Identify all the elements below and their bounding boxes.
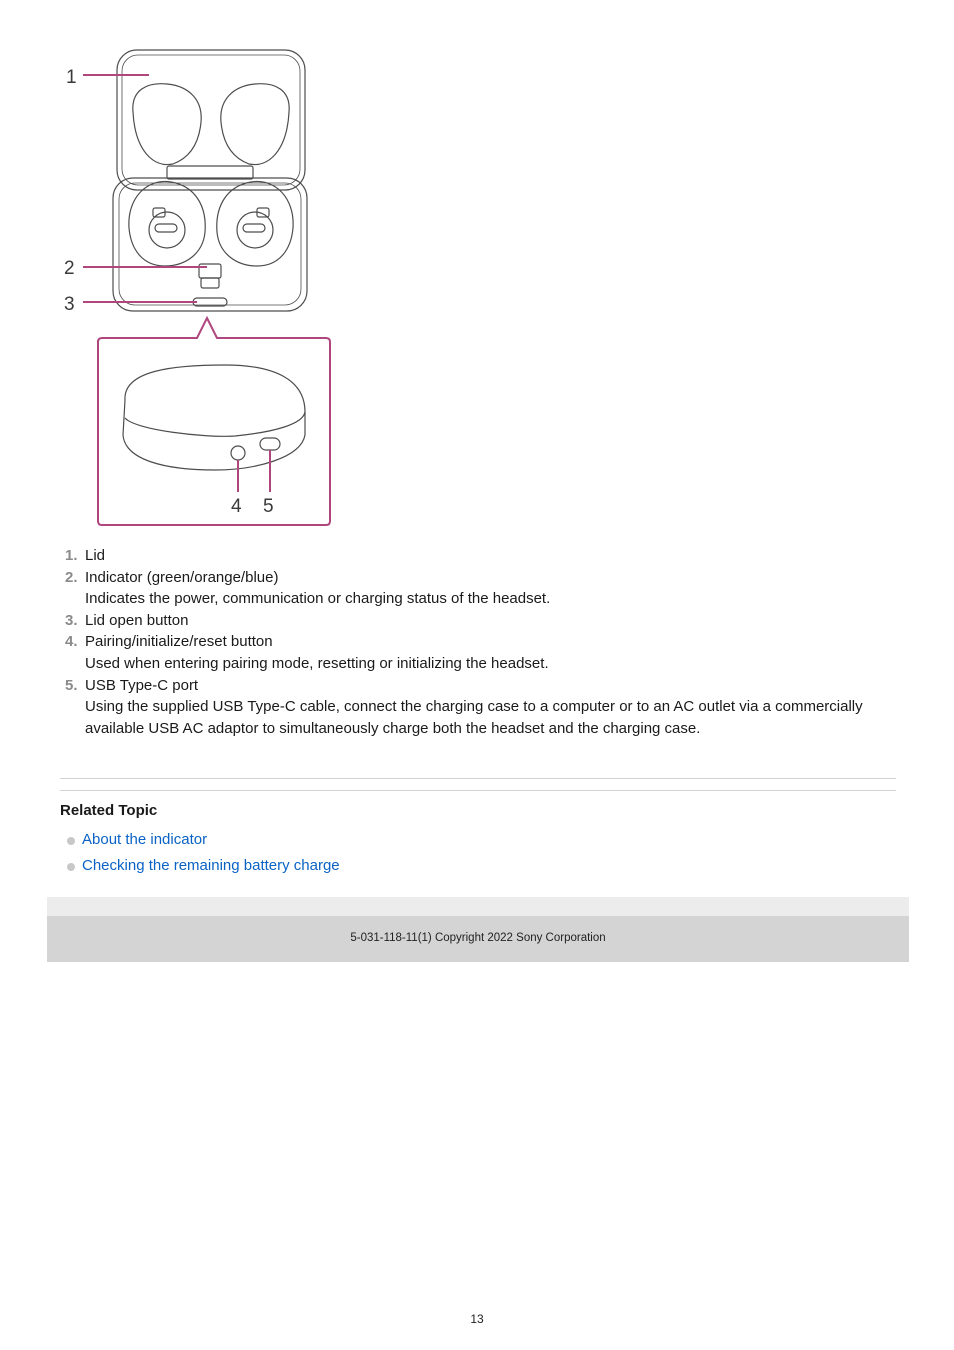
lid-outline [117, 50, 305, 190]
lid-right-recess [221, 84, 289, 165]
parts-list [55, 545, 875, 739]
callout-2: 2 [64, 258, 75, 279]
lid-left-recess [133, 84, 201, 165]
bullet-icon [67, 837, 75, 845]
part-number: 5. [65, 676, 78, 694]
part-item [55, 567, 875, 610]
related-topic-list [66, 829, 340, 881]
part-item [55, 610, 875, 632]
callout-4: 4 [231, 496, 242, 517]
callout-1: 1 [66, 67, 77, 88]
part-label: USB Type-C port [85, 676, 199, 694]
part-number: 2. [65, 568, 78, 586]
part-description: Using the supplied USB Type-C cable, connect the charging case to a computer or to an AC outlet via a commercially available USB AC adaptor to simultaneously charge both the headset and the charging case. [85, 698, 863, 737]
related-topic-item [66, 855, 340, 881]
part-label: Pairing/initialize/reset button [85, 633, 273, 651]
part-number: 3. [65, 611, 78, 629]
base-outline [113, 178, 307, 311]
part-number: 1. [65, 547, 78, 564]
callout-3: 3 [64, 294, 75, 315]
related-topic-item [66, 829, 340, 855]
part-label: Lid [85, 547, 106, 564]
part-description: Indicates the power, communication or charging status of the headset. [85, 590, 551, 608]
usb-port [260, 438, 280, 450]
zoom-frame [98, 318, 330, 525]
copyright-text: 5-031-118-11(1) Copyright 2022 Sony Corporation [350, 932, 606, 944]
related-link-battery[interactable]: Checking the remaining battery charge [82, 857, 340, 874]
pairing-button [231, 446, 245, 460]
part-label: Indicator (green/orange/blue) [85, 568, 279, 586]
charging-case-illustration [55, 40, 345, 532]
part-item [55, 675, 875, 740]
part-label: Lid open button [85, 611, 189, 629]
related-topic-heading: Related Topic [60, 802, 158, 819]
part-item [55, 545, 875, 567]
footer-spacer [47, 897, 909, 916]
divider [60, 778, 896, 779]
bullet-icon [67, 863, 75, 871]
charging-case-diagram [55, 40, 345, 532]
callout-5: 5 [263, 496, 274, 517]
part-item [55, 631, 875, 674]
part-number: 4. [65, 633, 78, 651]
closed-case-body [123, 365, 305, 470]
part-description: Used when entering pairing mode, resetting or initializing the headset. [85, 654, 549, 672]
divider [60, 790, 896, 791]
related-link-indicator[interactable]: About the indicator [82, 831, 208, 848]
footer [47, 916, 909, 962]
page-number: 13 [470, 1312, 484, 1326]
